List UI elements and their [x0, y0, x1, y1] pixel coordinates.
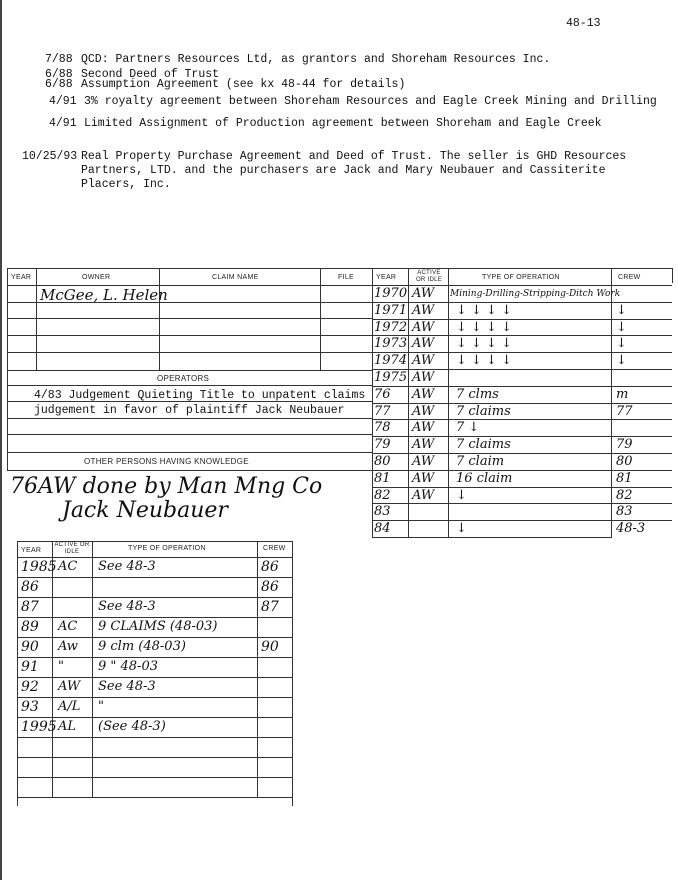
lower-row-year: 91 — [21, 659, 39, 675]
operator-line-2: judgement in favor of plaintiff Jack Neubauer — [34, 404, 345, 417]
history-date-6: 10/25/93 — [22, 150, 78, 163]
lower-row-status: Aw — [58, 639, 78, 654]
operator-line-1: 4/83 Judgement Quieting Title to unpatent claims — [34, 389, 366, 402]
activity-row-year: 1971 — [374, 303, 408, 318]
activity-row-year: 1974 — [374, 353, 408, 368]
activity-row-year: 76 — [374, 387, 391, 402]
lower-row-type: 9 CLAIMS (48-03) — [98, 619, 218, 634]
activity-row-status: AW — [412, 387, 435, 402]
history-date-1: 7/88 — [45, 53, 73, 66]
activity-row-type: ↓ — [456, 521, 467, 536]
lower-header-year: YEAR — [21, 547, 42, 554]
header-file: FILE — [338, 274, 354, 281]
lower-row-type: See 48-3 — [98, 599, 156, 614]
other-persons-note-1: 76AW done by Man Mng Co — [10, 474, 323, 499]
lower-row-crew: 90 — [261, 639, 279, 655]
activity-row-crew: ↓ — [616, 336, 627, 351]
activity-row-status: AW — [412, 303, 435, 318]
history-text-6-line-2: Partners, LTD. and the purchasers are Jack and Mary Neubauer and Cassiterite — [81, 164, 606, 177]
lower-row-line — [17, 657, 292, 658]
activity-row-crew: 81 — [616, 471, 633, 486]
lower-row-year: 90 — [21, 639, 39, 655]
activity-row-status: AW — [412, 353, 435, 368]
activity-row-year: 1970 — [374, 286, 408, 301]
lower-row-year: 1995 — [21, 719, 57, 735]
lower-row-type: See 48-3 — [98, 679, 156, 694]
other-persons-label: OTHER PERSONS HAVING KNOWLEDGE — [84, 457, 249, 466]
header-claim-name: CLAIM NAME — [212, 274, 259, 281]
activity-row-type: 7 clms — [456, 387, 499, 402]
lower-row-line — [17, 757, 292, 758]
activity-type-first-row: Mining-Drilling-Stripping-Ditch Work — [450, 289, 621, 299]
activity-row-status: AW — [412, 320, 435, 335]
activity-row-type: 7 claim — [456, 454, 505, 469]
lower-row-type: (See 48-3) — [98, 719, 166, 734]
lower-header-crew: CREW — [263, 545, 286, 552]
activity-row-status: AW — [412, 437, 435, 452]
activity-row-type: ↓ ↓ ↓ ↓ — [456, 320, 512, 335]
lower-row-year: 89 — [21, 619, 39, 635]
lower-row-year: 86 — [21, 579, 39, 595]
lower-row-year: 1985 — [21, 559, 57, 575]
lower-row-status: AC — [58, 619, 78, 634]
lower-row-status: AL — [58, 719, 77, 734]
lower-row-type: 9 " 48-03 — [98, 659, 158, 674]
lower-row-line — [17, 797, 292, 798]
lower-row-line — [17, 737, 292, 738]
lower-row-line — [17, 637, 292, 638]
lower-row-year: 93 — [21, 699, 39, 715]
activity-row-year: 1972 — [374, 320, 408, 335]
file-number: 48-13 — [566, 17, 601, 30]
activity-header-active-idle: ACTIVE OR IDLE — [415, 270, 443, 283]
activity-row-crew: m — [616, 387, 629, 402]
activity-row-status: AW — [412, 370, 435, 385]
history-text-5: Limited Assignment of Production agreement between Shoreham and Eagle Creek — [84, 117, 602, 130]
activity-row-type: ↓ ↓ ↓ ↓ — [456, 303, 512, 318]
activity-row-year: 1973 — [374, 336, 408, 351]
activity-row-type: 16 claim — [456, 471, 513, 486]
history-date-5: 4/91 — [49, 117, 77, 130]
activity-row-type: 7 claims — [456, 437, 511, 452]
lower-row-type: " — [98, 699, 104, 714]
activity-row-crew: 82 — [616, 488, 633, 503]
lower-row-type: See 48-3 — [98, 559, 156, 574]
history-text-4: 3% royalty agreement between Shoreham Resources and Eagle Creek Mining and Drilling — [84, 95, 657, 108]
history-text-2: Second Deed of Trust — [81, 68, 220, 81]
lower-header-active-idle: ACTIVE OR IDLE — [54, 542, 90, 555]
operators-label: OPERATORS — [157, 374, 210, 383]
history-date-2: 6/88 — [45, 68, 73, 81]
activity-row-type: 7 claims — [456, 404, 511, 419]
activity-row-year: 84 — [374, 521, 391, 536]
activity-row-crew: ↓ — [616, 353, 627, 368]
lower-row-line — [17, 597, 292, 598]
activity-row-type: ↓ — [456, 488, 467, 503]
lower-row-year: 87 — [21, 599, 39, 615]
header-year: YEAR — [11, 274, 32, 281]
activity-row-year: 78 — [374, 420, 391, 435]
activity-row-status: AW — [412, 420, 435, 435]
activity-row-status: AW — [412, 454, 435, 469]
owner-entry: McGee, L. Helen — [40, 286, 168, 304]
activity-row-status: AW — [412, 404, 435, 419]
lower-row-line — [17, 697, 292, 698]
lower-header-type: TYPE OF OPERATION — [128, 545, 206, 552]
activity-row-status: AW — [412, 471, 435, 486]
history-date-4: 4/91 — [49, 95, 77, 108]
lower-row-type: 9 clm (48-03) — [98, 639, 186, 654]
lower-row-line — [17, 717, 292, 718]
activity-row-type: ↓ ↓ ↓ ↓ — [456, 353, 512, 368]
activity-row-crew: 83 — [616, 504, 633, 519]
lower-row-status: " — [58, 659, 64, 674]
activity-row-status: AW — [412, 488, 435, 503]
activity-row-year: 79 — [374, 437, 391, 452]
history-text-6-line-3: Placers, Inc. — [81, 178, 171, 191]
other-persons-note-2: Jack Neubauer — [62, 498, 228, 523]
lower-row-status: AW — [58, 679, 81, 694]
history-date-3: 6/88 — [45, 78, 73, 91]
activity-header-type: TYPE OF OPERATION — [482, 274, 560, 281]
activity-row-crew: 79 — [616, 437, 633, 452]
lower-row-crew: 87 — [261, 599, 279, 615]
lower-row-year: 92 — [21, 679, 39, 695]
history-text-6-line-1: Real Property Purchase Agreement and Deed of Trust. The seller is GHD Resources — [81, 150, 627, 163]
activity-row-crew: ↓ — [616, 320, 627, 335]
activity-row-year: 1975 — [374, 370, 408, 385]
activity-row-year: 83 — [374, 504, 391, 519]
activity-header-year: YEAR — [376, 274, 397, 281]
activity-row-year: 82 — [374, 488, 391, 503]
activity-row-crew: ↓ — [616, 303, 627, 318]
history-text-1: QCD: Partners Resources Ltd, as grantors and Shoreham Resources Inc. — [81, 53, 551, 66]
activity-row-crew: 80 — [616, 454, 633, 469]
activity-header-crew: CREW — [618, 274, 641, 281]
lower-row-line — [17, 617, 292, 618]
activity-row-status: AW — [412, 286, 435, 301]
lower-row-status: AC — [58, 559, 78, 574]
activity-row-type: 7 ↓ — [456, 420, 480, 435]
activity-row-crew: 48-3 — [616, 521, 646, 536]
lower-row-status: A/L — [58, 699, 81, 714]
activity-row-year: 80 — [374, 454, 391, 469]
activity-row-crew: 77 — [616, 404, 633, 419]
lower-row-crew: 86 — [261, 579, 279, 595]
lower-row-line — [17, 677, 292, 678]
activity-row-year: 77 — [374, 404, 391, 419]
lower-row-crew: 86 — [261, 559, 279, 575]
history-text-3: Assumption Agreement (see kx 48-44 for details) — [81, 78, 406, 91]
header-owner: OWNER — [82, 274, 111, 281]
lower-row-line — [17, 777, 292, 778]
activity-row-year: 81 — [374, 471, 391, 486]
lower-row-line — [17, 577, 292, 578]
activity-row-status: AW — [412, 336, 435, 351]
activity-row-type: ↓ ↓ ↓ ↓ — [456, 336, 512, 351]
